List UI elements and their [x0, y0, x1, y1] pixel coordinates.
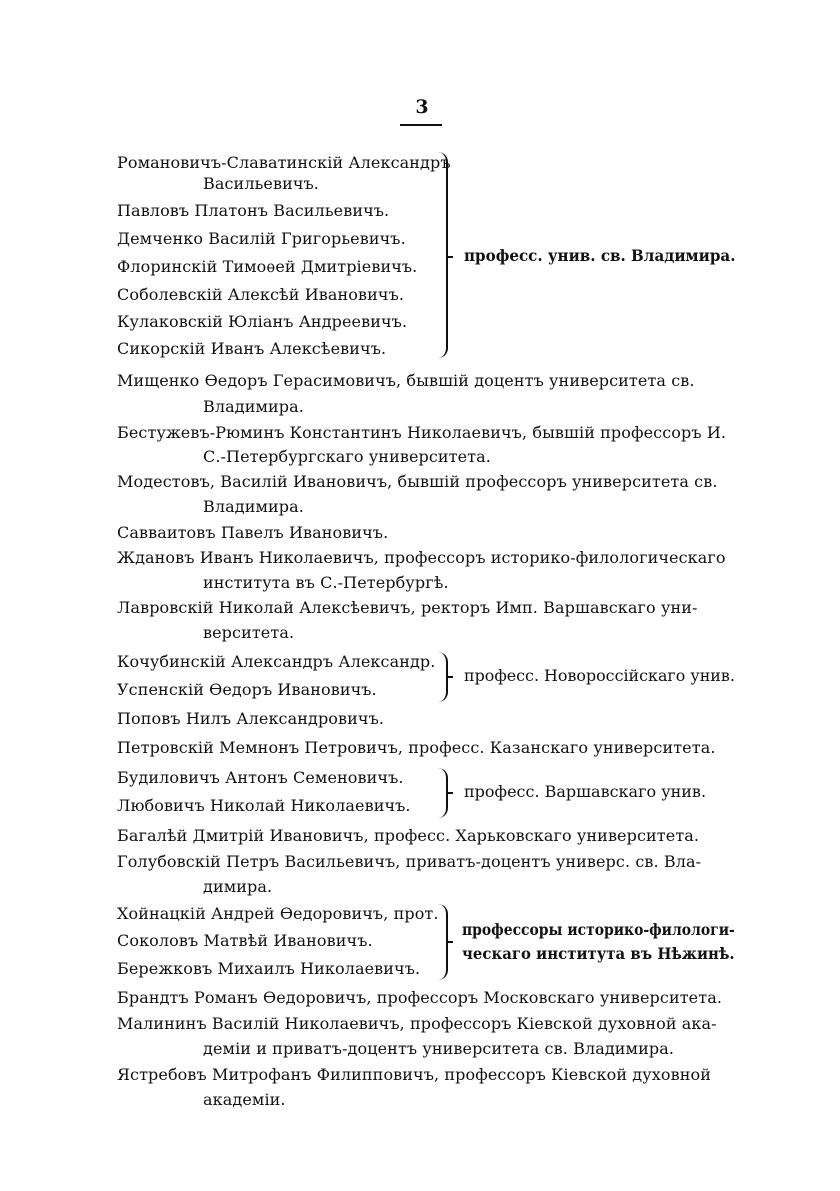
entry-line: димира.: [203, 877, 273, 896]
entry-line: Поповъ Нилъ Александровичъ.: [117, 709, 385, 728]
entry-line: Петровскій Мемнонъ Петровичъ, професс. Казанскаго университета.: [117, 738, 716, 757]
group-label: профессоры историко-филологи-: [462, 920, 735, 939]
entry-line: Багалѣй Дмитрій Ивановичъ, професс. Харьковскаго университета.: [117, 826, 700, 845]
entry-line: Савваитовъ Павелъ Ивановичъ.: [117, 523, 389, 542]
entry-line: С.-Петербургскаго университета.: [203, 447, 491, 466]
entry-line: Любовичъ Николай Николаевичъ.: [117, 796, 411, 815]
entry-line: Ястребовъ Митрофанъ Филипповичъ, профессоръ Кіевской духовной: [117, 1065, 711, 1084]
group-label: професс. Варшавскаго унив.: [464, 782, 707, 801]
entry-line: Кулаковскій Юліанъ Андреевичъ.: [117, 312, 408, 331]
entry-line: Хойнацкій Андрей Ѳедоровичъ, прот.: [117, 904, 439, 923]
entry-line: академіи.: [203, 1090, 286, 1109]
entry-line: Павловъ Платонъ Васильевичъ.: [117, 201, 390, 220]
entry-line: Владимира.: [203, 497, 304, 516]
entry-line: института въ С.-Петербургѣ.: [203, 573, 449, 592]
entry-line: Соколовъ Матвѣй Ивановичъ.: [117, 931, 373, 950]
entry-line: Голубовскій Петръ Васильевичъ, приватъ-доцентъ универс. св. Вла-: [117, 852, 702, 871]
entry-line: Кочубинскій Александръ Александр.: [117, 652, 436, 671]
entry-line: Модестовъ, Василій Ивановичъ, бывшій профессоръ университета св.: [117, 472, 718, 491]
page-number: 3: [415, 96, 429, 118]
entry-line: Будиловичъ Антонъ Семеновичъ.: [117, 768, 404, 787]
group-label: ческаго института въ Нѣжинѣ.: [462, 944, 735, 963]
entry-line: деміи и приватъ-доцентъ университета св. Владимира.: [203, 1039, 675, 1058]
group-brace: [437, 152, 448, 358]
group-brace-tip: [447, 941, 453, 943]
entry-line: Владимира.: [203, 397, 304, 416]
page-number-rule: [400, 124, 442, 126]
group-brace-tip: [447, 792, 453, 794]
entry-line: Брандтъ Романъ Ѳедоровичъ, профессоръ Московскаго университета.: [117, 988, 723, 1007]
group-brace-tip: [447, 676, 453, 678]
entry-line: Васильевичъ.: [203, 174, 319, 193]
entry-line: Успенскій Ѳедоръ Ивановичъ.: [117, 680, 377, 699]
entry-line: Романовичъ-Славатинскій Александръ: [117, 153, 451, 172]
entry-line: Мищенко Ѳедоръ Герасимовичъ, бывшій доцентъ университета св.: [117, 371, 695, 390]
group-brace-tip: [447, 256, 453, 258]
group-label: професс. унив. св. Владимира.: [464, 246, 736, 265]
group-label: професс. Новороссійскаго унив.: [464, 666, 735, 685]
entry-line: Ждановъ Иванъ Николаевичъ, профессоръ историко-филологическаго: [117, 548, 726, 567]
entry-line: Бестужевъ-Рюминъ Константинъ Николаевичъ, бывшій профессоръ И.: [117, 423, 727, 442]
entry-line: Сикорскій Иванъ Алексѣевичъ.: [117, 339, 387, 358]
entry-line: Бережковъ Михаилъ Николаевичъ.: [117, 959, 421, 978]
entry-line: Малининъ Василій Николаевичъ, профессоръ Кіевской духовной ака-: [117, 1014, 717, 1033]
entry-line: верситета.: [203, 623, 295, 642]
entry-line: Соболевскій Алексѣй Ивановичъ.: [117, 285, 405, 304]
entry-line: Демченко Василій Григорьевичъ.: [117, 229, 406, 248]
entry-line: Флоринскій Тимоѳей Дмитріевичъ.: [117, 257, 418, 276]
entry-line: Лавровскій Николай Алексѣевичъ, ректоръ Имп. Варшавскаго уни-: [117, 598, 698, 617]
